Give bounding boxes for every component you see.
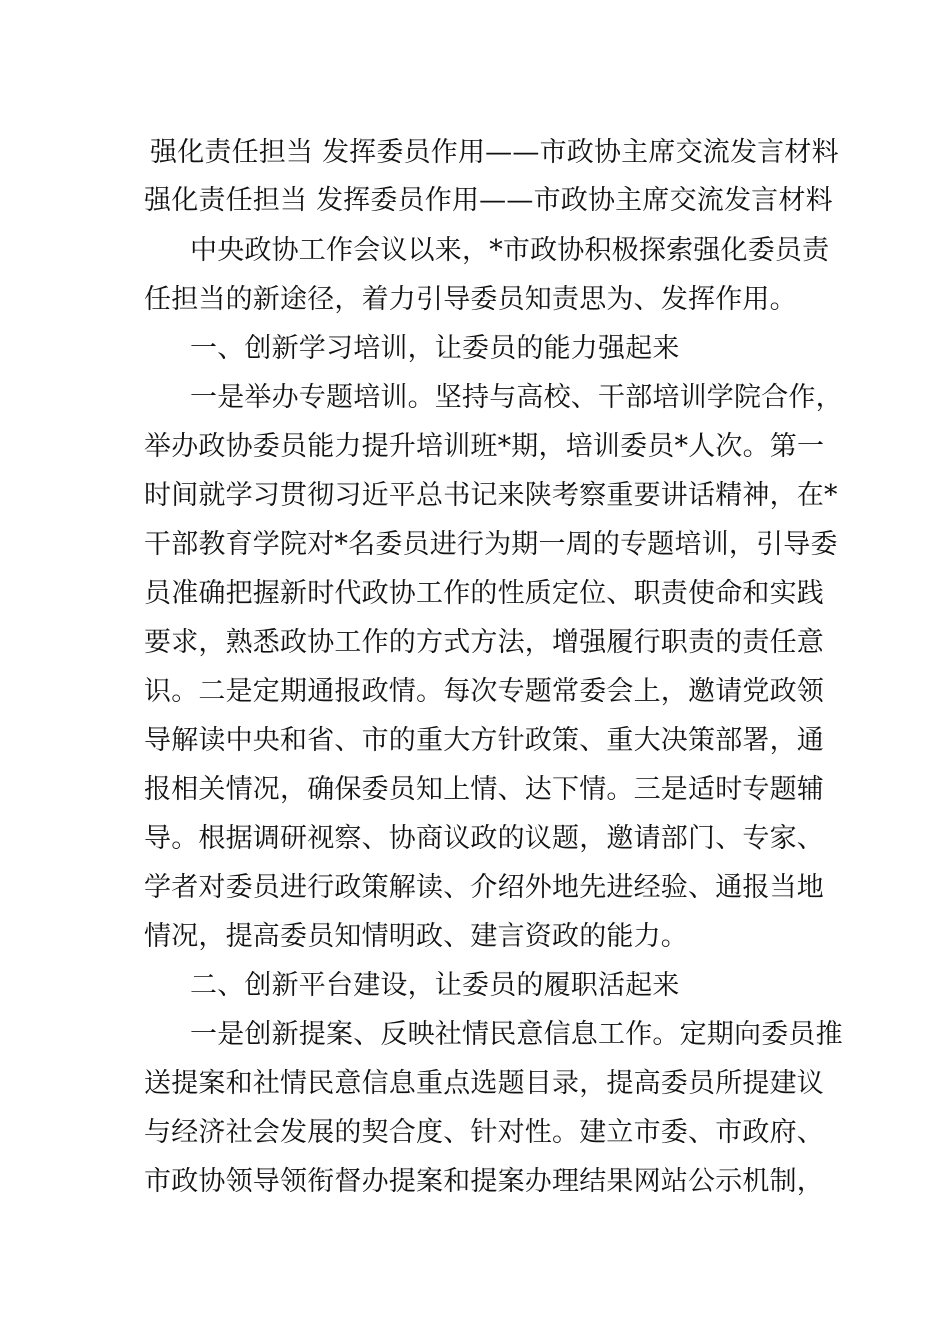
paragraph-line: 员准确把握新时代政协工作的性质定位、职责使命和实践 bbox=[144, 578, 824, 609]
paragraph-line: 识。二是定期通报政情。每次专题常委会上，邀请党政领 bbox=[144, 676, 824, 707]
paragraph-line: 举办政协委员能力提升培训班*期，培训委员*人次。第一 bbox=[144, 431, 825, 462]
document-title-line-1: 强化责任担当 发挥委员作用——市政协主席交流发言材料 bbox=[150, 137, 839, 168]
paragraph-line: 中央政协工作会议以来，*市政协积极探索强化委员责 bbox=[190, 235, 830, 266]
paragraph-line: 任担当的新途径，着力引导委员知责思为、发挥作用。 bbox=[144, 284, 797, 315]
paragraph-line: 要求，熟悉政协工作的方式方法，增强履行职责的责任意 bbox=[144, 627, 824, 658]
paragraph-line: 导解读中央和省、市的重大方针政策、重大决策部署，通 bbox=[144, 725, 824, 756]
section-heading: 二、创新平台建设，让委员的履职活起来 bbox=[190, 970, 680, 1001]
document-title-line-2: 强化责任担当 发挥委员作用——市政协主席交流发言材料 bbox=[144, 185, 833, 216]
paragraph-line: 与经济社会发展的契合度、针对性。建立市委、市政府、 bbox=[144, 1117, 824, 1148]
section-heading: 一、创新学习培训，让委员的能力强起来 bbox=[190, 333, 680, 364]
paragraph-line: 一是举办专题培训。坚持与高校、干部培训学院合作， bbox=[190, 382, 843, 413]
paragraph-line: 报相关情况，确保委员知上情、达下情。三是适时专题辅 bbox=[144, 774, 824, 805]
paragraph-line: 送提案和社情民意信息重点选题目录，提高委员所提建议 bbox=[144, 1068, 824, 1099]
paragraph-line: 情况，提高委员知情明政、建言资政的能力。 bbox=[144, 921, 688, 952]
paragraph-line: 干部教育学院对*名委员进行为期一周的专题培训，引导委 bbox=[144, 529, 838, 560]
paragraph-line: 导。根据调研视察、协商议政的议题，邀请部门、专家、 bbox=[144, 823, 824, 854]
paragraph-line: 市政协领导领衔督办提案和提案办理结果网站公示机制， bbox=[144, 1166, 824, 1197]
paragraph-line: 学者对委员进行政策解读、介绍外地先进经验、通报当地 bbox=[144, 872, 824, 903]
paragraph-line: 时间就学习贯彻习近平总书记来陕考察重要讲话精神，在* bbox=[144, 480, 838, 511]
paragraph-line: 一是创新提案、反映社情民意信息工作。定期向委员推 bbox=[190, 1019, 843, 1050]
